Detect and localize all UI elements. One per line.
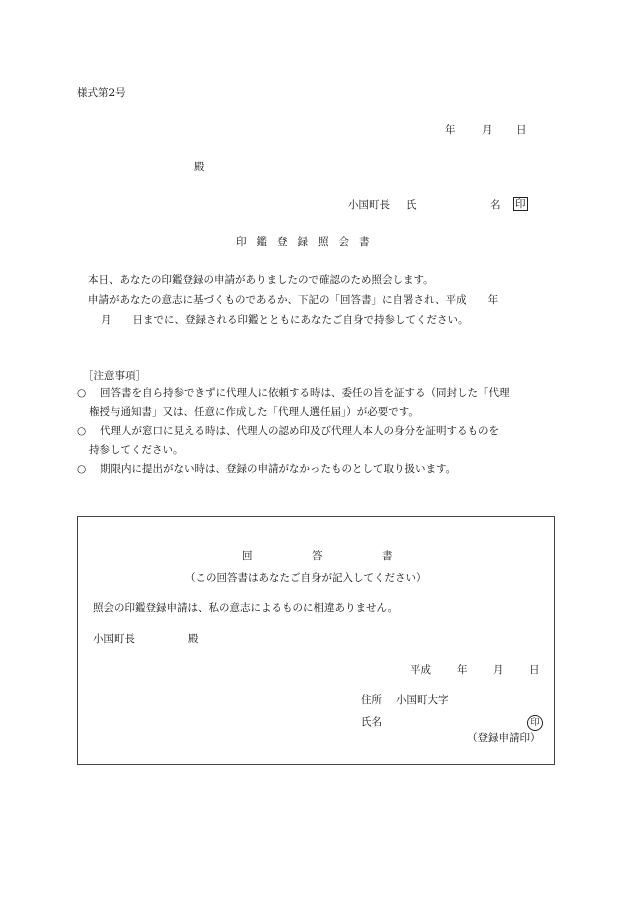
body-line-3: 月 日までに、登録される印鑑とともにあなたご自身で持参してください。: [101, 314, 469, 326]
reply-addressee-suffix: 殿: [188, 633, 199, 645]
address-value: 小国町大字: [396, 694, 449, 706]
body-line-1: 本日、あなたの印鑑登録の申請がありましたので確認のため照会します。: [88, 274, 434, 286]
note-bullet: ○: [77, 425, 87, 437]
title-char: 書: [359, 236, 370, 248]
document-title: [236, 236, 370, 249]
title-char: 録: [297, 236, 318, 248]
note-1-line-1: 回答書を自ら持参できずに代理人に依頼する時は、委任の旨を証する（同封した「代理: [100, 387, 510, 399]
name-label: 氏名: [361, 716, 382, 728]
addressee-suffix: 殿: [194, 161, 205, 173]
reply-subtitle: （この回答書はあなたご自身が記入してください）: [185, 572, 427, 584]
date-day: 日: [516, 124, 527, 136]
reply-date-month: 月: [493, 664, 504, 676]
title-char: 印: [236, 236, 257, 248]
reply-date-day: 日: [529, 664, 540, 676]
note-2-line-2: 持参してください。: [89, 444, 184, 456]
note-bullet: ○: [77, 463, 87, 475]
title-char: 会: [338, 236, 359, 248]
note-1-line-2: 権授与通知書」又は、任意に作成した「代理人選任届」）が必要です。: [89, 406, 419, 418]
seal-stamp: 印: [515, 198, 526, 210]
notes-heading: ［注意事項］: [83, 370, 146, 382]
title-char: 登: [277, 236, 298, 248]
reply-date-era: 平成: [410, 664, 431, 676]
seal-circle-icon: 印: [527, 715, 543, 731]
reply-date-year: 年: [457, 664, 468, 676]
date-month: 月: [482, 124, 493, 136]
reply-form-box: [77, 516, 555, 765]
note-2-line-1: 代理人が窓口に見える時は、代理人の認め印及び代理人本人の身分を証明するものを: [100, 425, 499, 437]
sender-name-label: 氏: [406, 199, 417, 211]
title-char: 鑑: [256, 236, 277, 248]
body-line-2: 申請があなたの意志に基づくものであるか、下記の「回答書」に自署され、平成 年: [88, 294, 499, 306]
date-year: 年: [445, 124, 456, 136]
form-number: 様式第2号: [77, 87, 126, 99]
reply-statement: 照会の印鑑登録申請は、私の意志によるものに相違ありません。: [93, 602, 399, 614]
reply-title-char: 回: [242, 550, 253, 562]
reply-addressee-title: 小国町長: [93, 633, 135, 645]
seal-caption: （登録申請印）: [467, 732, 541, 744]
note-3-line-1: 期限内に提出がない時は、登録の申請がなかったものとして取り扱います。: [100, 463, 457, 475]
sender-title: 小国町長: [348, 199, 390, 211]
title-char: 照: [318, 236, 339, 248]
sender-name-label2: 名: [490, 199, 501, 211]
reply-title-char: 答: [312, 550, 323, 562]
address-label: 住所: [361, 694, 382, 706]
reply-title-char: 書: [382, 550, 393, 562]
note-bullet: ○: [77, 387, 87, 399]
